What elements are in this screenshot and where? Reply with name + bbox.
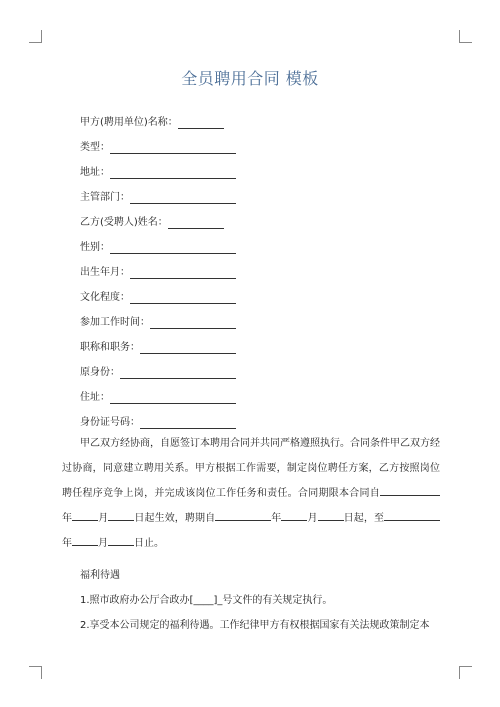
fill-blank[interactable]	[108, 534, 134, 546]
field-label: 原身份：	[80, 367, 120, 378]
field-label: 主管部门：	[80, 192, 130, 203]
page-corner-mark	[29, 666, 42, 679]
fill-blank[interactable]	[178, 118, 224, 129]
fill-blank[interactable]	[428, 484, 440, 496]
field-residence	[80, 392, 236, 404]
fill-blank[interactable]	[140, 343, 236, 354]
fill-blank[interactable]	[140, 418, 236, 429]
page-corner-mark	[459, 30, 472, 43]
page-corner-mark	[29, 30, 42, 43]
contract-paragraph: 甲乙双方经协商，自愿签订本聘用合同并共同严格遵照执行。合同条件甲乙双方经过协商，同意建立聘用关系。甲方根据工作需要，制定岗位聘任方案，乙方按照岗位聘任程序竞争上岗，并完成该岗位工作任务和责任。合同期限本合同自年 月 日起生效，聘期自 年 月 日起，至年 月 日止。	[62, 438, 440, 549]
fill-blank[interactable]	[318, 509, 344, 521]
fill-blank[interactable]	[150, 318, 236, 329]
field-label: 住址：	[80, 392, 110, 403]
fill-blank[interactable]	[412, 509, 440, 521]
fill-blank[interactable]	[281, 509, 307, 521]
field-title-position	[80, 342, 236, 354]
fill-blank[interactable]	[72, 534, 98, 546]
list-item: 2.享受本公司规定的福利待遇。工作纪律甲方有权根据国家有关法规政策制定本	[80, 620, 430, 631]
fill-blank[interactable]	[110, 393, 236, 404]
field-label: 乙方(受聘人)姓名：	[80, 217, 168, 228]
field-employee-name	[80, 217, 224, 229]
field-label: 职称和职务：	[80, 342, 140, 353]
fill-blank[interactable]	[130, 268, 236, 279]
field-work-start	[80, 317, 236, 329]
field-id-number	[80, 417, 236, 429]
field-employer-name	[80, 117, 224, 129]
fill-blank[interactable]	[215, 509, 271, 521]
fill-blank[interactable]	[380, 484, 432, 496]
fill-blank[interactable]	[108, 509, 134, 521]
fill-blank[interactable]	[72, 509, 98, 521]
fill-blank[interactable]	[110, 168, 236, 179]
field-label: 甲方(聘用单位)名称：	[80, 117, 178, 128]
fill-blank[interactable]	[130, 193, 236, 204]
field-label: 性别：	[80, 242, 110, 253]
field-address	[80, 167, 236, 179]
fill-blank[interactable]	[384, 509, 412, 521]
field-label: 类型：	[80, 142, 110, 153]
fill-blank[interactable]	[110, 243, 236, 254]
field-authority	[80, 192, 236, 204]
field-label: 身份证号码：	[80, 417, 140, 428]
fill-blank[interactable]	[120, 368, 236, 379]
field-type	[80, 142, 236, 154]
field-original-status	[80, 367, 236, 379]
field-label: 文化程度：	[80, 292, 130, 303]
field-education	[80, 292, 236, 304]
document-title: 全员聘用合同 模板	[181, 69, 319, 88]
field-gender	[80, 242, 236, 254]
list-item: 1.照市政府办公厅合政办[____]_号文件的有关规定执行。	[80, 595, 333, 606]
section-heading: 福利待遇	[80, 570, 120, 581]
field-label: 出生年月：	[80, 267, 130, 278]
fill-blank[interactable]	[168, 218, 224, 229]
field-label: 地址：	[80, 167, 110, 178]
field-label: 参加工作时间：	[80, 317, 150, 328]
fill-blank[interactable]	[130, 293, 236, 304]
page-corner-mark	[459, 666, 472, 679]
fill-blank[interactable]: ____	[193, 595, 214, 606]
fill-blank[interactable]	[110, 143, 236, 154]
field-birth-date	[80, 267, 236, 279]
